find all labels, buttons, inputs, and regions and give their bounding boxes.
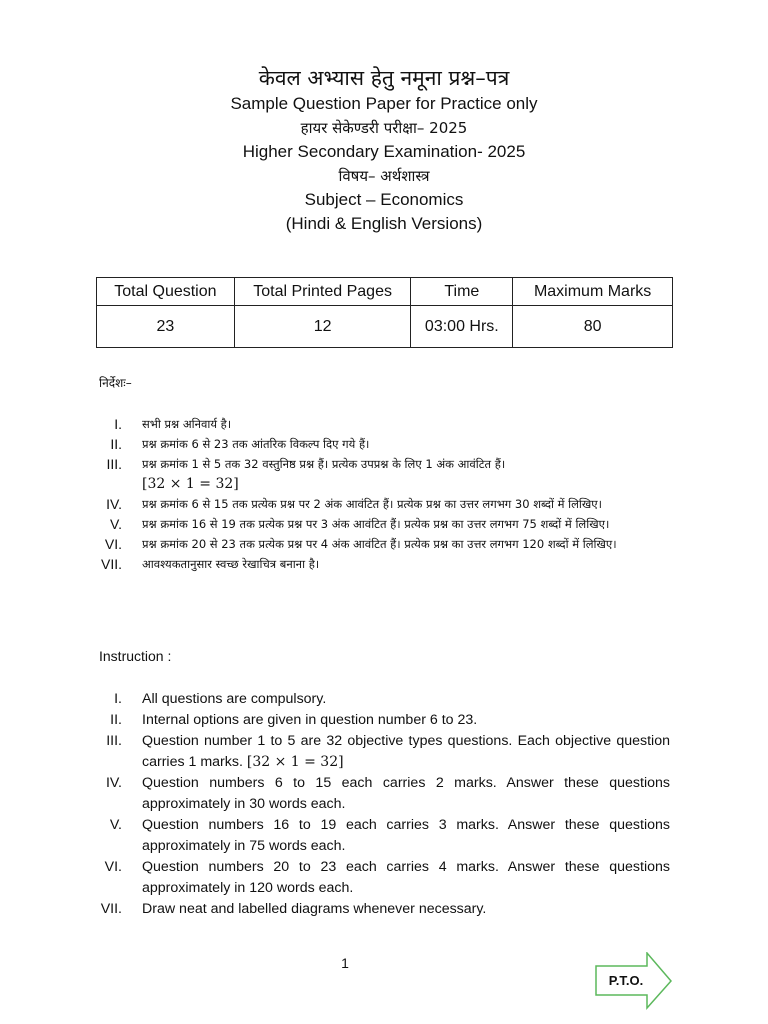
header-total-pages: Total Printed Pages (234, 278, 411, 306)
value-total-pages: 12 (234, 306, 411, 348)
item-number: VI. (104, 859, 122, 875)
list-item (96, 454, 670, 494)
list-item (96, 773, 670, 815)
exam-info-table (96, 277, 673, 348)
item-number: IV. (106, 496, 122, 512)
list-item (96, 689, 670, 710)
hindi-instructions-label: निर्देशः– (99, 376, 132, 390)
item-text: Question number 1 to 5 are 32 objective types questions. Each objective question carries 1 marks. (142, 733, 670, 770)
table-value-row (97, 306, 673, 348)
hindi-exam: हायर सेकेण्डरी परीक्षा– 2025 (300, 119, 468, 137)
pto-label: P.T.O. (608, 973, 644, 988)
marks-formula: [32 × 1 = 32] (246, 754, 344, 770)
item-text: Draw neat and labelled diagrams whenever necessary. (142, 901, 487, 917)
english-subject: Subject – Economics (304, 190, 464, 209)
value-max-marks: 80 (513, 306, 673, 348)
list-item (96, 414, 670, 434)
english-instructions-label: Instruction : (99, 648, 172, 664)
item-number: III. (106, 733, 122, 749)
pto-indicator (595, 952, 673, 1010)
item-text: Internal options are given in question number 6 to 23. (142, 712, 478, 728)
list-item (96, 494, 670, 514)
list-item (96, 731, 670, 773)
item-number: VI. (104, 536, 122, 552)
header-time: Time (411, 278, 513, 306)
item-number: VII. (100, 901, 122, 917)
item-text: प्रश्न क्रमांक 6 से 15 तक प्रत्येक प्रश्न पर 2 अंक आवंटित हैं। प्रत्येक प्रश्न का उत्तर लगभग 30 शब्दों में लिखिए। (142, 497, 603, 511)
table-header-row (97, 278, 673, 306)
marks-formula: [32 × 1 = 32] (142, 476, 239, 492)
list-item (96, 514, 670, 534)
item-number: V. (109, 817, 122, 833)
list-item (96, 899, 670, 920)
document-header (0, 66, 768, 236)
item-number: II. (110, 712, 122, 728)
hindi-subject: विषय– अर्थशास्त्र (338, 167, 430, 185)
hindi-title: केवल अभ्यास हेतु नमूना प्रश्न–पत्र (258, 66, 510, 90)
versions-note: (Hindi & English Versions) (285, 214, 483, 233)
english-exam: Higher Secondary Examination- 2025 (242, 142, 526, 161)
list-item (96, 434, 670, 454)
value-time: 03:00 Hrs. (411, 306, 513, 348)
header-total-question: Total Question (97, 278, 235, 306)
list-item (96, 710, 670, 731)
item-text: Question numbers 20 to 23 each carries 4 marks. Answer these questions approximately in 120 words each. (142, 859, 670, 896)
item-text: All questions are compulsory. (142, 691, 327, 707)
item-text: प्रश्न क्रमांक 1 से 5 तक 32 वस्तुनिष्ठ प्रश्न हैं। प्रत्येक उपप्रश्न के लिए 1 अंक आवंटित हैं। (142, 457, 506, 471)
list-item (96, 554, 670, 574)
list-item (96, 815, 670, 857)
item-text: प्रश्न क्रमांक 20 से 23 तक प्रत्येक प्रश्न पर 4 अंक आवंटित हैं। प्रत्येक प्रश्न का उत्तर लगभग 120 शब्दों में लिखिए। (142, 537, 617, 551)
english-title: Sample Question Paper for Practice only (230, 94, 538, 113)
item-text-wrap (142, 731, 670, 773)
list-item (96, 857, 670, 899)
item-text: Question numbers 16 to 19 each carries 3 marks. Answer these questions approximately in 75 words each. (142, 817, 670, 854)
item-text: प्रश्न क्रमांक 16 से 19 तक प्रत्येक प्रश्न पर 3 अंक आवंटित हैं। प्रत्येक प्रश्न का उत्तर लगभग 75 शब्दों में लिखिए। (142, 517, 610, 531)
item-text: आवश्यकतानुसार स्वच्छ रेखाचित्र बनाना है। (142, 557, 320, 571)
item-number: II. (110, 436, 122, 452)
item-number: I. (114, 691, 122, 707)
item-text: Question numbers 6 to 15 each carries 2 marks. Answer these questions approximately in 30 words each. (142, 775, 670, 812)
hindi-instruction-list (96, 414, 670, 574)
item-number: IV. (105, 775, 122, 791)
item-number: VII. (100, 556, 122, 572)
item-number: V. (110, 516, 122, 532)
value-total-question: 23 (97, 306, 235, 348)
item-number: III. (106, 456, 122, 472)
item-text: प्रश्न क्रमांक 6 से 23 तक आंतरिक विकल्प दिए गये हैं। (142, 437, 370, 451)
item-number: I. (114, 416, 122, 432)
item-text: सभी प्रश्न अनिवार्य है। (142, 417, 232, 431)
header-max-marks: Maximum Marks (513, 278, 673, 306)
page-number: 1 (341, 955, 349, 971)
list-item (96, 534, 670, 554)
item-text-wrap (142, 454, 670, 494)
english-instruction-list (96, 689, 670, 920)
